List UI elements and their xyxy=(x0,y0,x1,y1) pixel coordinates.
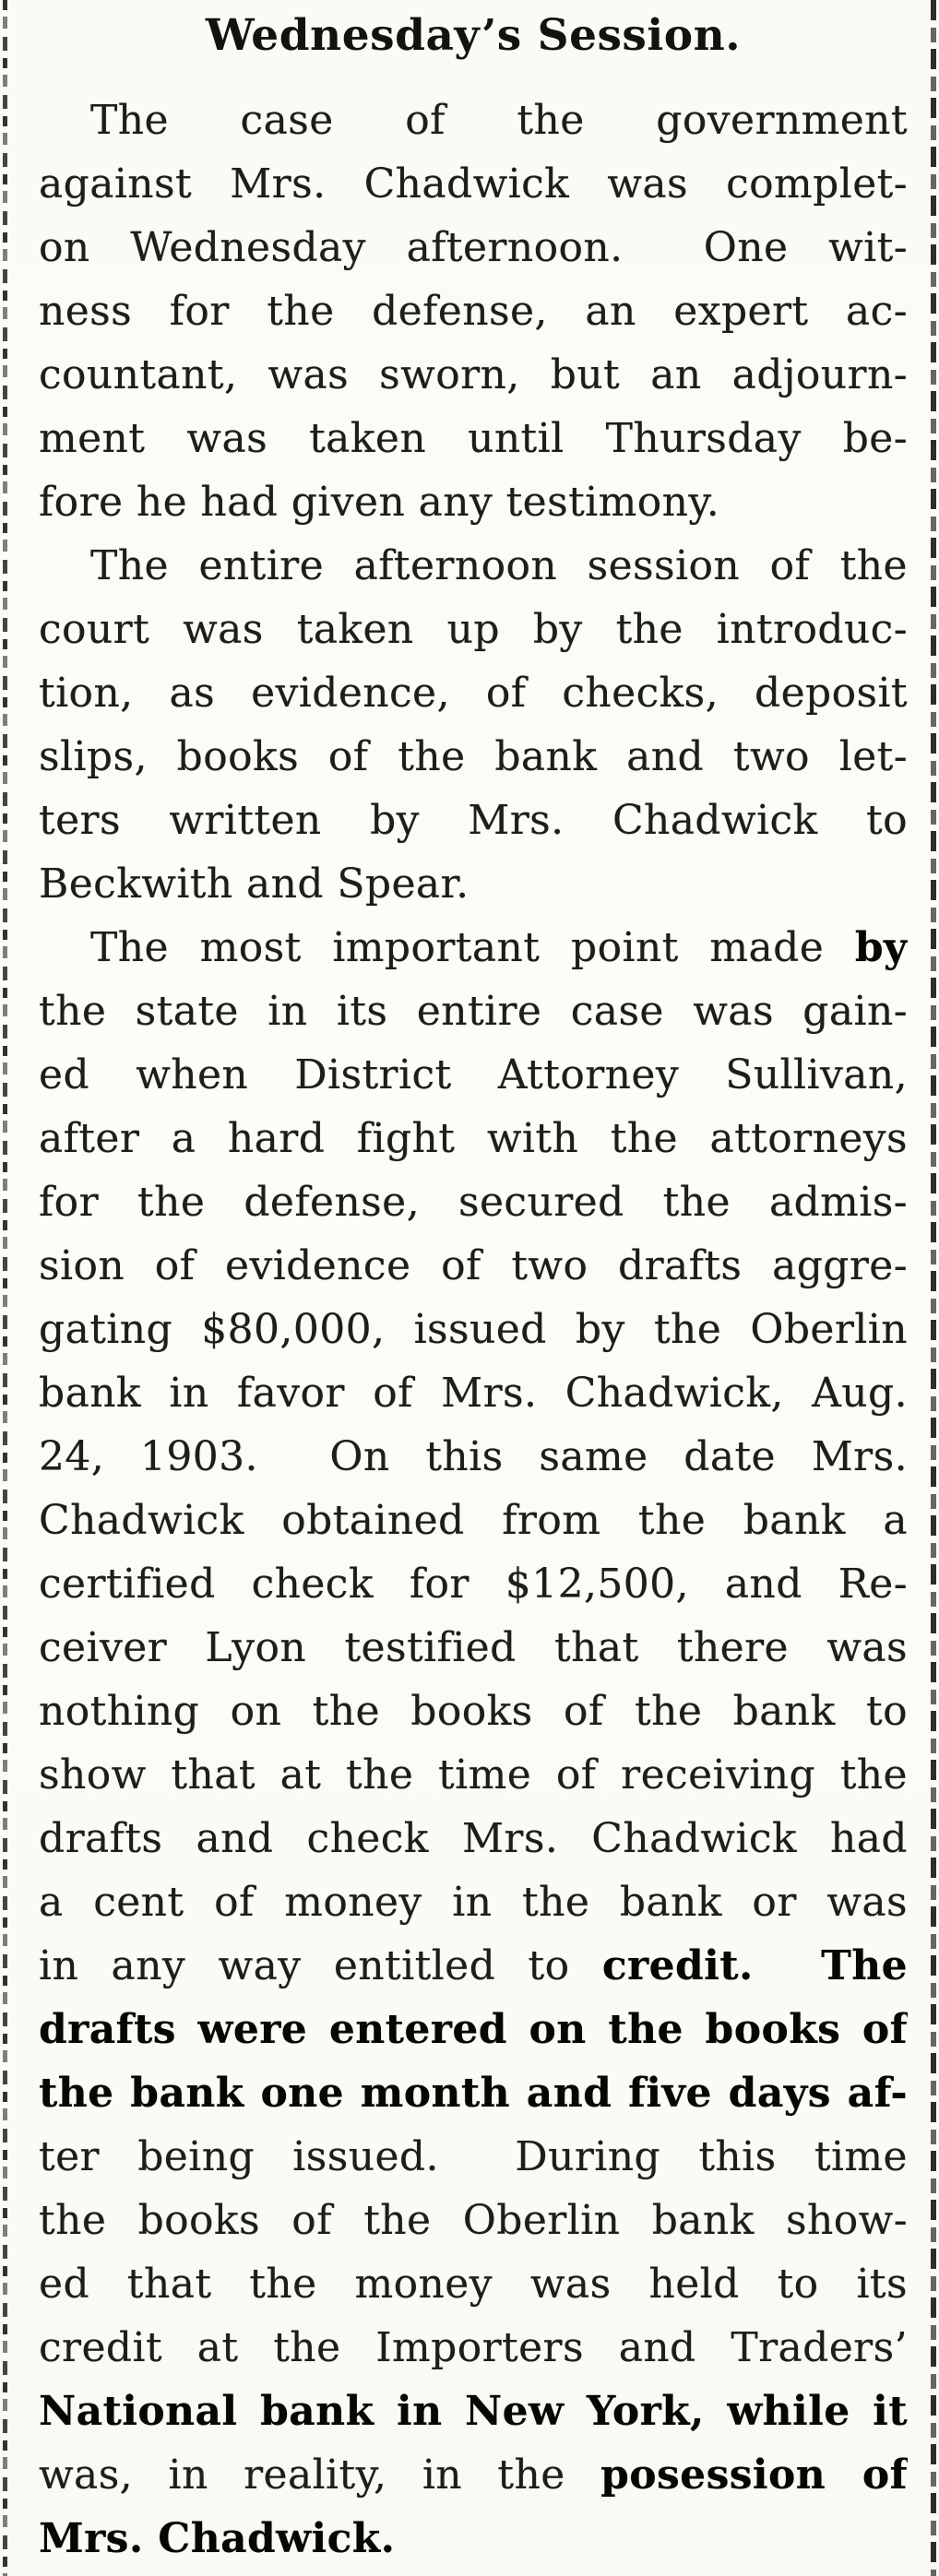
paragraph-2 xyxy=(39,534,908,916)
text-line: the bank one month and five days af- xyxy=(39,2070,908,2117)
paragraph-3 xyxy=(39,916,908,2570)
text-line: show that at the time of receiving the xyxy=(39,1751,908,1798)
text-line: Mrs. Chadwick. xyxy=(39,2515,396,2562)
text-line: ters written by Mrs. Chadwick to xyxy=(39,797,908,844)
text-line: credit at the Importers and Traders’ xyxy=(39,2324,908,2371)
text-line: National bank in New York, while it xyxy=(39,2388,908,2435)
text-line: tion, as evidence, of checks, deposit xyxy=(39,670,908,717)
article-headline: Wednesday’s Session. xyxy=(205,10,742,61)
text-line: a cent of money in the bank or was xyxy=(39,1879,908,1926)
text-line: the books of the Oberlin bank show- xyxy=(39,2197,908,2244)
text-line: 24, 1903. On this same date Mrs. xyxy=(39,1433,908,1480)
text-segment: in any way entitled to xyxy=(39,1942,602,1989)
text-line: ed that the money was held to its xyxy=(39,2261,908,2308)
text-segment-heavy: credit. The xyxy=(601,1942,908,1989)
text-line: certified check for $12,500, and Re- xyxy=(39,1561,908,1608)
text-line: the state in its entire case was gain- xyxy=(39,988,908,1035)
text-segment-heavy: by xyxy=(854,924,908,971)
text-line: sion of evidence of two drafts aggre- xyxy=(39,1242,908,1289)
column-rule-left xyxy=(3,0,7,2576)
text-line: gating $80,000, issued by the Oberlin xyxy=(39,1306,908,1353)
text-segment-heavy: posession of xyxy=(600,2451,908,2499)
text-line: court was taken up by the introduc- xyxy=(39,606,908,653)
text-line: Chadwick obtained from the bank a xyxy=(39,1497,908,1544)
text-line: The case of the government xyxy=(90,97,908,144)
text-line: on Wednesday afternoon. One wit- xyxy=(39,224,908,271)
text-line: after a hard fight with the attorneys xyxy=(39,1115,908,1162)
text-line: ter being issued. During this time xyxy=(39,2133,908,2180)
column-rule-right xyxy=(931,0,936,2576)
text-segment: The most important point made xyxy=(90,924,855,971)
text-line: nothing on the books of the bank to xyxy=(39,1688,908,1735)
article xyxy=(39,7,908,2570)
text-line xyxy=(39,2443,908,2507)
text-line: bank in favor of Mrs. Chadwick, Aug. xyxy=(39,1370,908,1417)
text-line: drafts and check Mrs. Chadwick had xyxy=(39,1815,908,1862)
text-line: for the defense, secured the admis- xyxy=(39,1179,908,1226)
text-line: ed when District Attorney Sullivan, xyxy=(39,1051,908,1098)
text-line: drafts were entered on the books of xyxy=(39,2006,908,2053)
text-line: The entire afternoon session of the xyxy=(90,542,908,589)
text-segment: was, in reality, in the xyxy=(39,2451,601,2499)
text-line xyxy=(39,1934,908,1998)
paragraph-1 xyxy=(39,89,908,534)
text-line xyxy=(39,916,908,979)
text-line: ment was taken until Thursday be- xyxy=(39,415,908,462)
text-line: against Mrs. Chadwick was complet- xyxy=(39,160,908,208)
text-line: ness for the defense, an expert ac- xyxy=(39,288,908,335)
text-line: fore he had given any testimony. xyxy=(39,479,720,526)
text-line: countant, was sworn, but an adjourn- xyxy=(39,351,908,398)
text-line: slips, books of the bank and two let- xyxy=(39,733,908,780)
text-line: ceiver Lyon testified that there was xyxy=(39,1624,908,1671)
text-line: Beckwith and Spear. xyxy=(39,861,470,908)
